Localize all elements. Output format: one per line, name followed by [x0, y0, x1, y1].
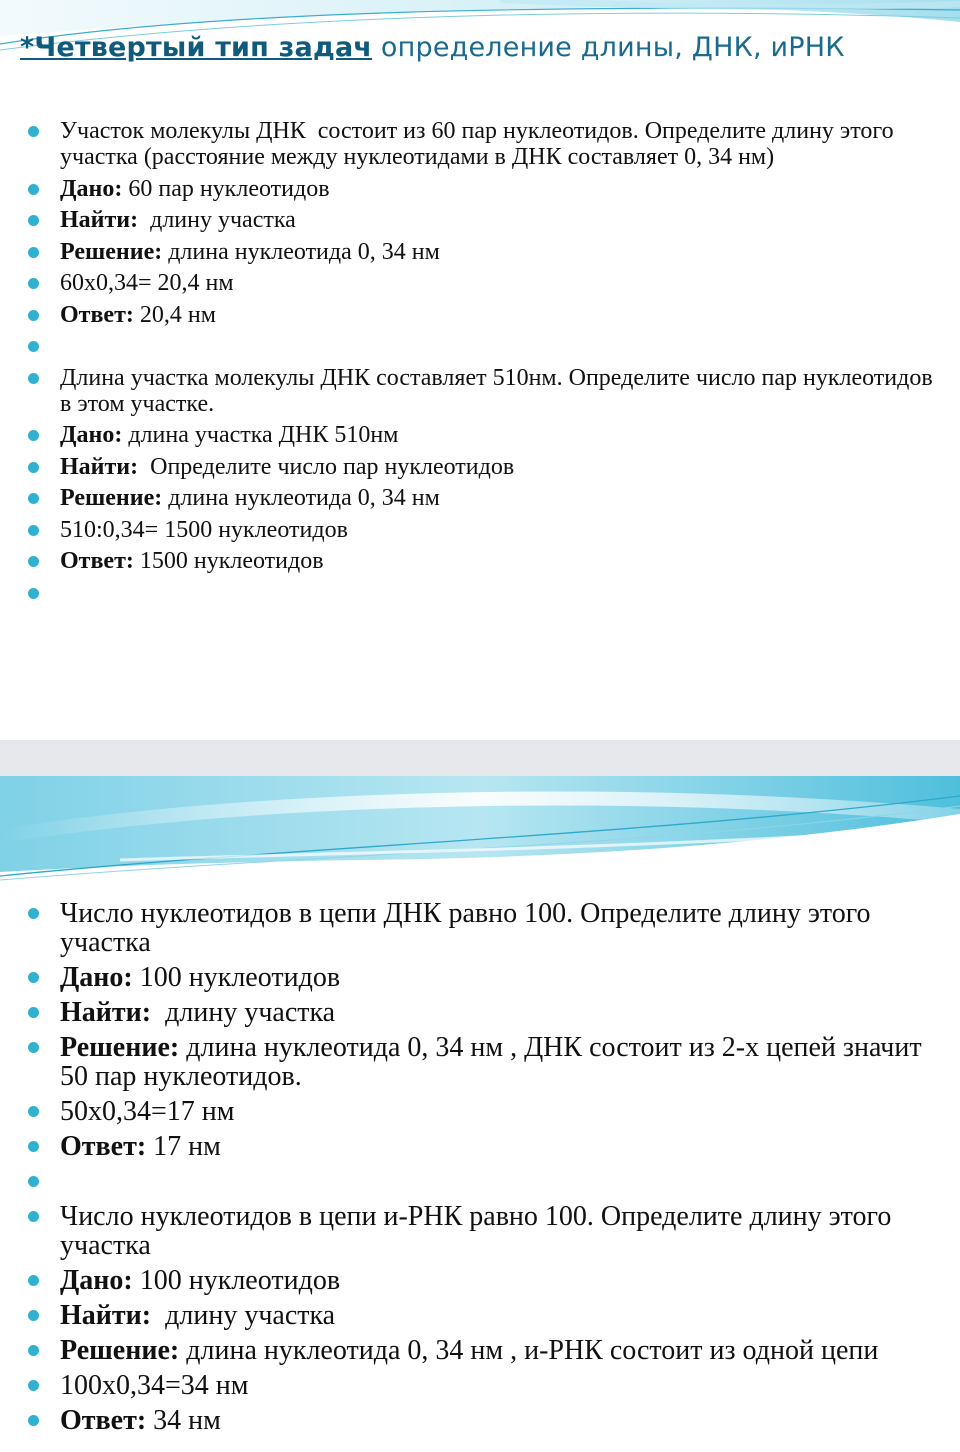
item-label: Найти: — [60, 207, 139, 233]
item-label: Ответ: — [60, 1131, 147, 1162]
list-item — [0, 580, 960, 606]
title-bold-part: *Четвертый тип задач — [20, 32, 373, 63]
item-label: Решение: — [60, 485, 163, 511]
bullet-icon — [28, 1275, 39, 1286]
item-label: Найти: — [60, 453, 139, 480]
title-rest: определение длины, ДНК, иРНК — [380, 32, 845, 63]
bullet-icon — [28, 310, 39, 321]
item-text: 50х0,34=17 нм — [60, 1096, 235, 1127]
list-item — [0, 333, 960, 359]
item-text: длина участка ДНК 510нм — [122, 422, 399, 448]
item-text: Определите число пар нуклеотидов — [138, 453, 515, 480]
item-label: Решение: — [60, 1032, 180, 1063]
list-item — [0, 1132, 960, 1161]
item-text: длина нуклеотида 0, 34 нм — [162, 485, 440, 511]
bullet-icon — [28, 184, 39, 195]
item-label: Дано: — [60, 422, 123, 448]
item-text: длину участка — [151, 997, 336, 1028]
bullet-icon — [28, 341, 39, 352]
list-item — [0, 422, 960, 448]
item-label: Ответ: — [60, 1405, 147, 1436]
bullet-icon — [28, 247, 39, 258]
bullet-icon — [28, 1310, 39, 1321]
bullet-icon — [28, 588, 39, 599]
item-text: 510:0,34= 1500 нуклеотидов — [60, 516, 348, 543]
bullet-icon — [28, 1345, 39, 1356]
item-label: Дано: — [60, 962, 133, 993]
item-text: Число нуклеотидов в цепи ДНК равно 100. Определите длину этого участка — [60, 898, 878, 958]
slide-divider — [0, 740, 960, 776]
bullet-icon — [28, 1380, 39, 1391]
item-text: длина нуклеотида 0, 34 нм , и-РНК состоит из одной цепи — [179, 1335, 879, 1366]
bullet-icon — [28, 373, 39, 384]
bullet-icon — [28, 525, 39, 536]
list-item — [0, 963, 960, 992]
item-text: длину участка — [151, 1300, 336, 1331]
item-label: Ответ: — [60, 301, 134, 328]
wave-decoration-top — [0, 776, 960, 886]
item-label: Найти: — [60, 997, 152, 1028]
list-item — [0, 176, 960, 202]
item-text: длина нуклеотида 0, 34 нм — [162, 238, 440, 265]
item-text: Число нуклеотидов в цепи и-РНК равно 100. Определите длину этого участка — [60, 1201, 899, 1261]
bullet-icon — [28, 462, 39, 473]
list-item — [0, 899, 960, 957]
list-item — [0, 1301, 960, 1330]
bullet-icon — [28, 1211, 39, 1222]
bullet-icon — [28, 215, 39, 226]
item-label: Решение: — [60, 1335, 180, 1366]
bullet-icon — [28, 1007, 39, 1018]
list-item — [0, 365, 960, 417]
item-text: 17 нм — [146, 1131, 221, 1162]
item-text: 100 нуклеотидов — [132, 962, 341, 993]
item-text: 60 пар нуклеотидов — [122, 175, 330, 202]
list-item — [0, 998, 960, 1027]
item-text: 20,4 нм — [133, 301, 216, 328]
list-item — [0, 1202, 960, 1260]
list-item — [0, 239, 960, 265]
item-text: 1500 нуклеотидов — [133, 548, 324, 574]
list-item — [0, 485, 960, 511]
item-label: Решение: — [60, 238, 163, 265]
bullet-icon — [28, 972, 39, 983]
list-item — [0, 1406, 960, 1435]
slide-title — [20, 32, 845, 63]
item-label: Ответ: — [60, 548, 134, 574]
bullet-icon — [28, 126, 39, 137]
list-item — [0, 118, 960, 170]
list-item — [0, 1033, 960, 1091]
item-text: длина нуклеотида 0, 34 нм , ДНК состоит из 2-х цепей значит 50 пар нуклеотидов. — [60, 1032, 929, 1092]
item-text: 60х0,34= 20,4 нм — [60, 270, 234, 296]
bullet-icon — [28, 1106, 39, 1117]
list-item — [0, 1097, 960, 1126]
list-item — [0, 1371, 960, 1400]
item-text: 100х0,34=34 нм — [60, 1370, 249, 1401]
list-item — [0, 207, 960, 233]
item-text: 34 нм — [146, 1405, 221, 1436]
list-item — [0, 1336, 960, 1365]
item-text: Длина участка молекулы ДНК составляет 510нм. Определите число пар нуклеотидов в этом участке. — [60, 364, 939, 417]
item-text: Участок молекулы ДНК состоит из 60 пар нуклеотидов. Определите длину этого участка (расстояние между нуклеотидами в ДНК составляет 0, 34 нм) — [60, 118, 900, 170]
bullet-icon — [28, 556, 39, 567]
bullet-icon — [28, 1415, 39, 1426]
item-label: Дано: — [60, 175, 123, 202]
list-item — [0, 517, 960, 543]
bullet-icon — [28, 908, 39, 919]
list-item — [0, 302, 960, 328]
item-label: Дано: — [60, 1265, 133, 1296]
task-list-1 — [0, 118, 960, 611]
bullet-icon — [28, 430, 39, 441]
list-item — [0, 548, 960, 574]
item-text: 100 нуклеотидов — [132, 1265, 341, 1296]
list-item — [0, 270, 960, 296]
slide-2 — [0, 776, 960, 1452]
task-list-2 — [0, 899, 960, 1441]
list-item — [0, 1167, 960, 1196]
list-item — [0, 454, 960, 480]
list-item — [0, 1266, 960, 1295]
bullet-icon — [28, 278, 39, 289]
item-label: Найти: — [60, 1300, 152, 1331]
bullet-icon — [28, 1176, 39, 1187]
bullet-icon — [28, 493, 39, 504]
item-text: длину участка — [138, 207, 296, 233]
bullet-icon — [28, 1042, 39, 1053]
bullet-icon — [28, 1141, 39, 1152]
